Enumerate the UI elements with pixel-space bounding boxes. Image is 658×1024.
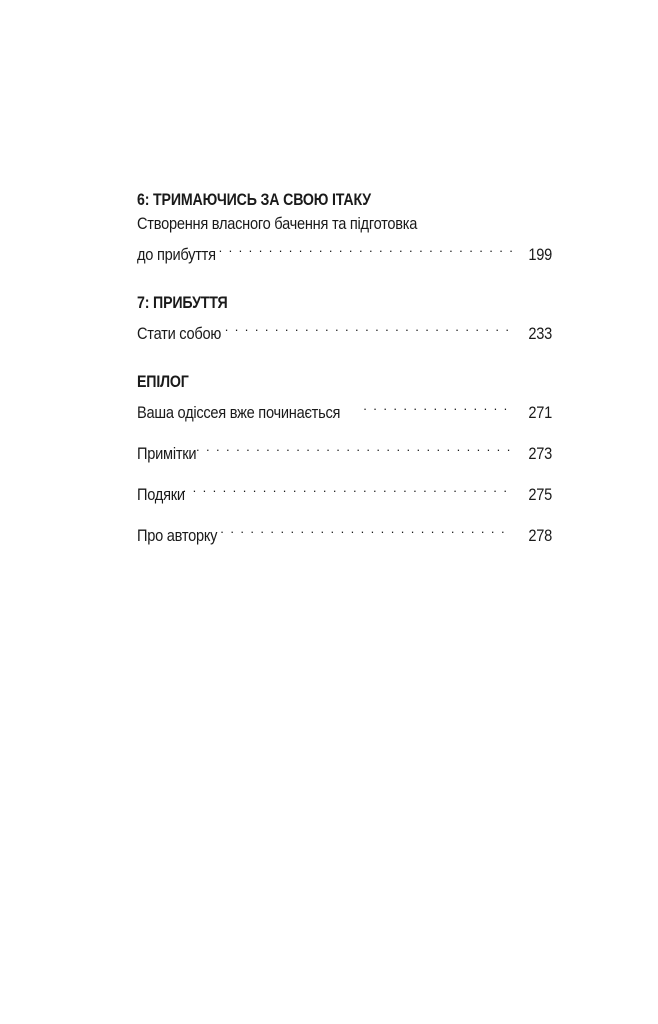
toc-section-epilogue: [137, 370, 552, 548]
section-title: 6: ТРИМАЮЧИСЬ ЗА СВОЮ ІТАКУ: [137, 191, 371, 209]
page-number: 273: [528, 444, 552, 463]
dot-leader: [196, 435, 512, 459]
page-number: 271: [528, 403, 552, 422]
entry-label-line2: до прибуття: [137, 245, 216, 264]
toc-section-6: [137, 188, 552, 267]
section-title: 7: ПРИБУТТЯ: [137, 294, 228, 312]
dot-leader: [225, 315, 512, 339]
page-number: 199: [528, 245, 552, 264]
toc-entry[interactable]: [137, 212, 552, 267]
toc-section-7: [137, 291, 552, 346]
dot-leader: [363, 394, 512, 418]
entry-label: Стати собою: [137, 324, 222, 343]
entry-label: Про авторку: [137, 526, 218, 545]
entry-label: Примітки: [137, 444, 197, 463]
table-of-contents: [137, 188, 552, 572]
toc-entry[interactable]: [137, 517, 552, 548]
toc-entry[interactable]: [137, 476, 552, 507]
page-number: 233: [528, 324, 552, 343]
dot-leader: [220, 517, 512, 541]
section-title: ЕПІЛОГ: [137, 373, 189, 391]
dot-leader: [183, 476, 512, 500]
entry-label: Подяки: [137, 485, 185, 504]
toc-entry[interactable]: [137, 435, 552, 466]
toc-entry[interactable]: [137, 394, 552, 425]
page-number: 278: [528, 526, 552, 545]
entry-label-line1: Створення власного бачення та підготовка: [137, 214, 418, 233]
page-number: 275: [528, 485, 552, 504]
dot-leader: [219, 236, 512, 260]
entry-label: Ваша одіссея вже починається: [137, 403, 341, 422]
toc-entry[interactable]: [137, 315, 552, 346]
